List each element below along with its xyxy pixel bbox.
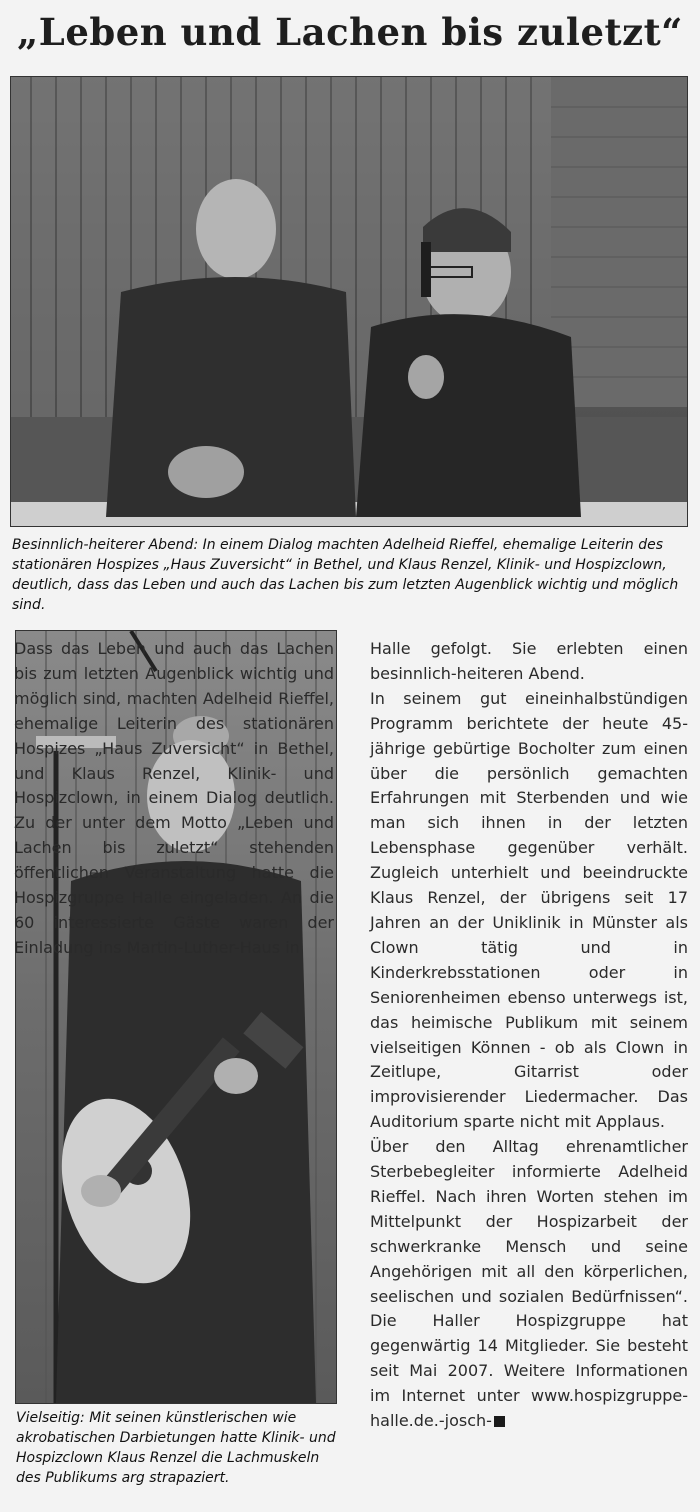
article-left-column (14, 637, 334, 961)
bottom-photo-caption: Vielseitig: Mit seinen künstlerischen wie akrobatischen Darbietungen hatte Klinik- und Hospizclown Klaus Renzel die Lachmuskeln des Publikums arg strapaziert. (16, 1410, 336, 1486)
article-paragraph-text: Über den Alltag ehrenamtlicher Sterbebegleiter informierte Adelheid Rieffel. Nach ihren Worten stehen im Mittelpunkt der Hospizarbeit der schwerkranke Mensch und seine Angehörigen mit all den körperlichen, seelischen und sozialen Bedürfnissen“. Die Haller Hospizgruppe hat gegenwärtig 14 Mitglieder. Sie besteht seit Mai 2007. Weitere Informationen im Internet unter www.hospizgruppe-halle.de.-josch- (370, 1137, 688, 1431)
event-photo (10, 76, 688, 527)
article-right-column (370, 637, 688, 1434)
event-photo-illustration (11, 77, 687, 526)
article-paragraph: Halle gefolgt. Sie erlebten einen besinnlich-heiteren Abend. (370, 639, 688, 683)
article-paragraph: Dass das Leben und auch das Lachen bis zum letzten Augenblick wichtig und möglich sind, machten Adelheid Rieffel, ehemalige Leiterin des stationären Hospizes „Haus Zuversicht“ in Bethel, und Klaus Renzel, Klinik- und Hospizclown, in einem Dialog deutlich. Zu der unter dem Motto „Leben und Lachen bis zuletzt“ stehenden öffentlichen Veranstaltung hatte die Hospizgruppe Halle eingeladen. An die 60 interessierte Gäste waren der Einladung ins Martin-Luther-Haus in (14, 639, 334, 957)
top-photo-caption: Besinnlich-heiterer Abend: In einem Dialog machten Adelheid Rieffel, ehemalige Leiterin des stationären Hospizes „Haus Zuversicht“ in Bethel, und Klaus Renzel, Klinik- und Hospizclown, deutlich, dass das Leben und auch das Lachen bis zum letzten Augenblick wichtig und möglich sind. (12, 537, 679, 613)
article-paragraph: In seinem gut eineinhalbstündigen Programm berichtete der heute 45-jährige gebürtige Bocholter zum einen über die persönlich gemachten Erfahrungen mit Sterbenden und wie man sich ihnen in der letzten Lebensphase gegenüber verhält. Zugleich unterhielt und beeindruckte Klaus Renzel, der übrigens seit 17 Jahren an der Uniklinik in Münster als Clown tätig und in Kinderkrebsstationen oder in Seniorenheimen ebenso unterwegs ist, das heimische Publikum mit seinem vielseitigen Können - ob als Clown in Zeitlupe, Gitarrist oder improvisierender Liedermacher. Das Auditorium sparte nicht mit Applaus. (370, 688, 688, 1132)
article-paragraph-last (370, 1135, 688, 1434)
article-title: „Leben und Lachen bis zuletzt“ (17, 10, 683, 54)
end-mark-icon (494, 1416, 505, 1427)
